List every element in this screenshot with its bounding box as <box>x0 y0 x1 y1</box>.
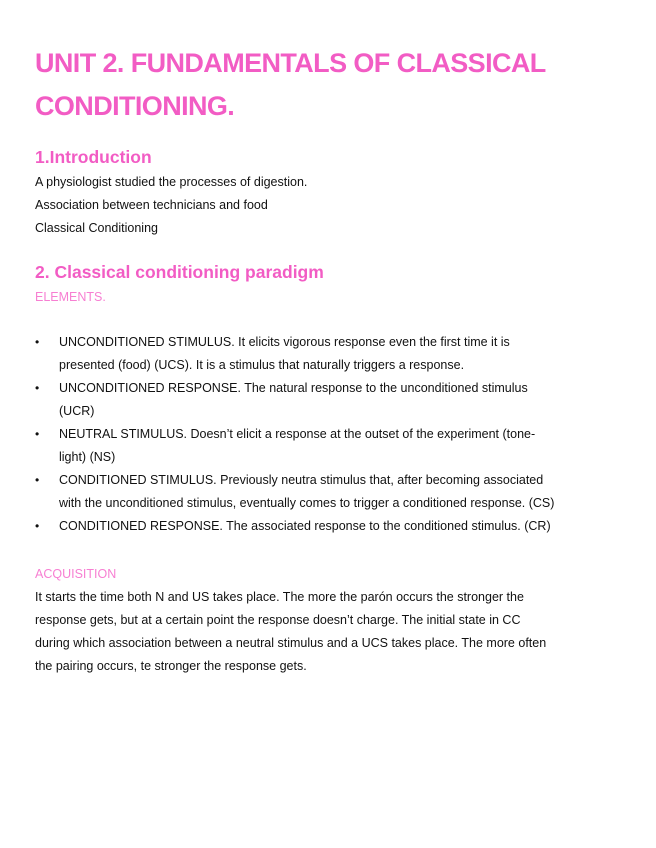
page-title <box>35 42 635 128</box>
intro-line: A physiologist studied the processes of digestion. <box>35 175 308 189</box>
paragraph-line: during which association between a neutral stimulus and a UCS takes place. The more often <box>35 636 547 650</box>
list-item <box>35 469 625 515</box>
bullet-icon: • <box>35 335 40 349</box>
paragraph-line: It starts the time both N and US takes place. The more the parón occurs the stronger the <box>35 590 524 604</box>
list-item-line: CONDITIONED STIMULUS. Previously neutra stimulus that, after becoming associated <box>59 473 544 487</box>
list-item-line: with the unconditioned stimulus, eventually comes to trigger a conditioned response. (CS) <box>59 496 555 510</box>
bullet-icon: • <box>35 473 40 487</box>
section-heading-introduction: 1.Introduction <box>35 147 152 167</box>
list-item <box>35 331 625 377</box>
list-item-line: NEUTRAL STIMULUS. Doesn’t elicit a response at the outset of the experiment (tone- <box>59 427 536 441</box>
acquisition-paragraph <box>35 586 625 678</box>
list-item-line: CONDITIONED RESPONSE. The associated response to the conditioned stimulus. (CR) <box>59 519 551 533</box>
bullet-icon: • <box>35 381 40 395</box>
section-heading-paradigm: 2. Classical conditioning paradigm <box>35 262 324 282</box>
page-title-line-2: CONDITIONING. <box>35 91 235 121</box>
list-item-line: presented (food) (UCS). It is a stimulus that naturally triggers a response. <box>59 358 465 372</box>
intro-line: Classical Conditioning <box>35 221 158 235</box>
list-item <box>35 423 625 469</box>
intro-line: Association between technicians and food <box>35 198 268 212</box>
list-item <box>35 377 625 423</box>
list-item-line: (UCR) <box>59 404 95 418</box>
paragraph-line: the pairing occurs, te stronger the response gets. <box>35 659 307 673</box>
elements-subheading: ELEMENTS. <box>35 290 106 304</box>
acquisition-subheading: ACQUISITION <box>35 567 117 581</box>
page-title-line-1: UNIT 2. FUNDAMENTALS OF CLASSICAL <box>35 48 546 78</box>
paragraph-line: response gets, but at a certain point the response doesn’t charge. The initial state in CC <box>35 613 521 627</box>
list-item-line: light) (NS) <box>59 450 116 464</box>
bullet-icon: • <box>35 427 40 441</box>
bullet-icon: • <box>35 519 40 533</box>
list-item-line: UNCONDITIONED RESPONSE. The natural response to the unconditioned stimulus <box>59 381 528 395</box>
list-item-line: UNCONDITIONED STIMULUS. It elicits vigorous response even the first time it is <box>59 335 510 349</box>
elements-list <box>35 331 625 538</box>
list-item <box>35 515 625 538</box>
